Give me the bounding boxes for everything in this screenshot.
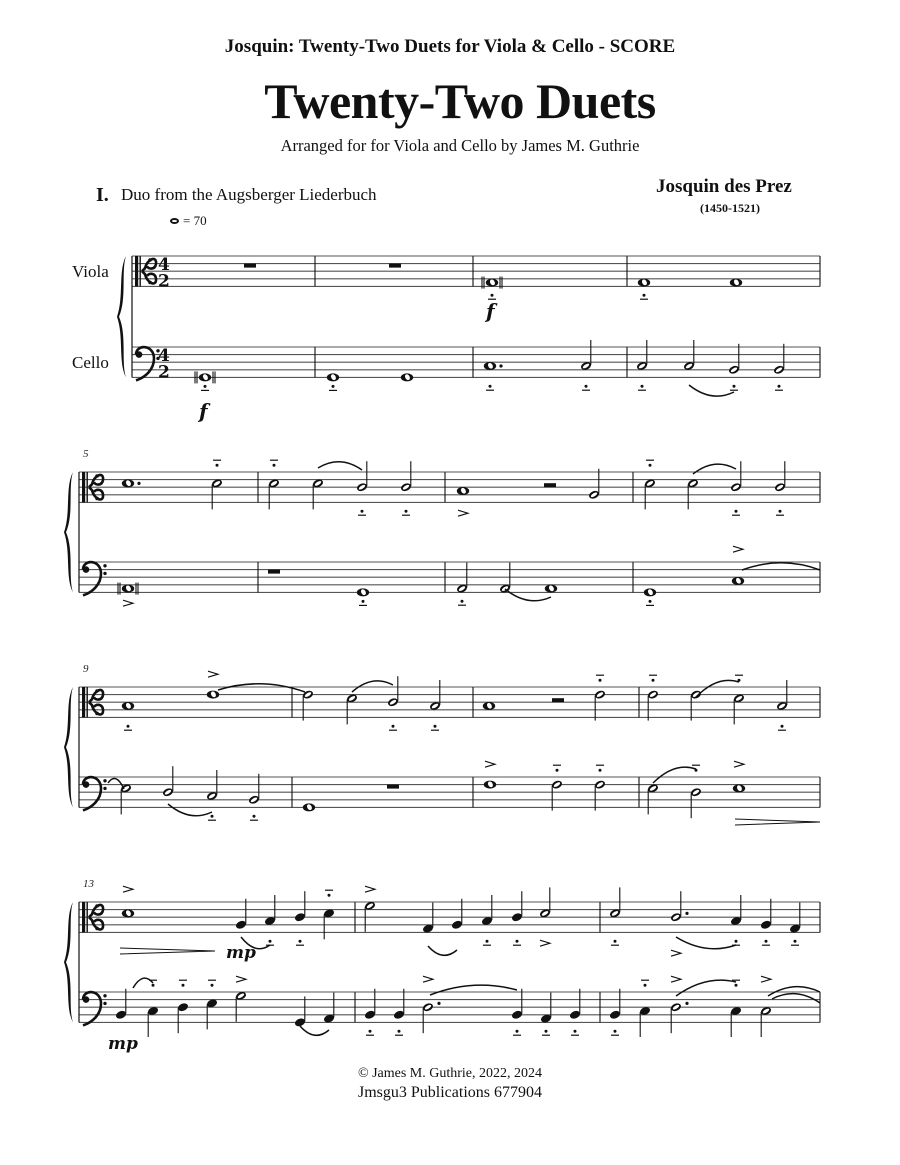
brace-icon — [64, 687, 73, 807]
whole-rest — [244, 264, 256, 268]
staccato-mark — [574, 1030, 577, 1033]
whole-rest — [387, 785, 399, 789]
staccato-mark — [332, 385, 335, 388]
accent-mark — [671, 950, 681, 956]
half-note — [422, 976, 441, 1033]
cello-staff — [79, 976, 820, 1037]
half-note — [690, 689, 702, 720]
dynamic-mezzo-piano: mp — [108, 1034, 138, 1054]
half-note — [773, 344, 785, 390]
quarter-note — [540, 993, 552, 1036]
accent-mark — [458, 510, 468, 516]
half-note — [683, 340, 695, 371]
slur — [689, 385, 734, 396]
bass-clef-icon — [83, 562, 107, 595]
quarter-note — [147, 980, 159, 1037]
staccato-mark — [211, 815, 214, 818]
staccato-mark — [614, 940, 617, 943]
slur — [108, 778, 124, 789]
viola-staff — [132, 255, 820, 323]
half-note — [728, 344, 740, 390]
staccato-mark — [779, 510, 782, 513]
whole-rest — [268, 570, 280, 574]
half-rest — [552, 698, 564, 702]
footer-copyright: © James M. Guthrie, 2022, 2024 — [357, 1066, 543, 1081]
brace-icon — [64, 902, 73, 1022]
slur — [300, 1026, 329, 1035]
slur — [768, 987, 820, 996]
time-signature — [158, 346, 170, 382]
accent-mark — [485, 761, 495, 767]
svg-text:4: 4 — [158, 346, 170, 367]
cello-staff — [79, 546, 820, 606]
quarter-note — [235, 899, 247, 930]
staccato-mark — [253, 815, 256, 818]
whole-note — [545, 585, 557, 593]
viola-staff — [79, 460, 820, 516]
accent-mark — [423, 976, 433, 982]
slur — [676, 980, 736, 996]
staccato-mark — [765, 940, 768, 943]
whole-note — [732, 546, 744, 585]
staccato-mark — [735, 940, 738, 943]
half-note — [760, 976, 772, 1037]
quarter-note — [760, 899, 772, 945]
staccato-mark — [461, 600, 464, 603]
staccato-mark — [273, 464, 276, 467]
quarter-note — [294, 891, 306, 945]
composer-dates: (1450-1521) — [700, 201, 760, 215]
cello-staff — [132, 340, 820, 423]
quarter-note — [511, 989, 523, 1035]
slur — [318, 462, 362, 470]
staccato-mark — [585, 385, 588, 388]
whole-rest — [389, 264, 401, 268]
staccato-mark — [182, 984, 185, 987]
staccato-mark — [643, 294, 646, 297]
system-4 — [64, 878, 820, 1054]
half-note — [647, 783, 659, 814]
staccato-mark — [491, 294, 494, 297]
half-note — [312, 478, 324, 509]
brace-icon — [64, 472, 73, 592]
half-note — [248, 774, 260, 820]
staccato-mark — [778, 385, 781, 388]
whole-note — [327, 373, 339, 390]
whole-note — [638, 279, 650, 300]
whole-note — [207, 671, 219, 698]
quarter-note — [569, 989, 581, 1035]
staccato-mark — [781, 725, 784, 728]
movement-number: I. — [96, 184, 109, 206]
quarter-note — [422, 903, 434, 934]
system-2 — [64, 448, 820, 606]
staccato-mark — [216, 464, 219, 467]
breve-note — [482, 277, 502, 323]
staccato-mark — [211, 984, 214, 987]
measure-number: 9 — [83, 663, 89, 675]
staccato-mark — [545, 1030, 548, 1033]
staccato-mark — [644, 984, 647, 987]
quarter-note — [511, 891, 523, 945]
accent-mark — [671, 976, 681, 982]
staccato-mark — [649, 600, 652, 603]
half-rest — [544, 483, 556, 487]
footer-publisher: Jmsgu3 Publications 677904 — [357, 1084, 542, 1101]
accent-mark — [733, 546, 743, 552]
running-header: Josquin: Twenty-Two Duets for Viola & Cello - SCORE — [224, 36, 676, 57]
whole-note — [483, 702, 495, 710]
staccato-mark — [127, 725, 130, 728]
tempo-value: = 70 — [183, 213, 207, 228]
accent-mark — [540, 940, 550, 946]
half-note — [687, 478, 699, 509]
half-note — [120, 783, 132, 814]
staccato-mark — [405, 510, 408, 513]
staccato-mark — [328, 894, 331, 897]
staccato-mark — [204, 385, 207, 388]
staccato-mark — [516, 1030, 519, 1033]
slur — [676, 937, 736, 949]
viola-staff — [79, 886, 820, 956]
dynamic-forte: f — [486, 299, 495, 323]
svg-text:2: 2 — [158, 362, 170, 383]
staccato-mark — [369, 1030, 372, 1033]
dynamic-forte: f — [199, 399, 208, 423]
half-note — [302, 689, 314, 720]
whole-note — [303, 803, 315, 811]
half-note — [774, 461, 786, 515]
half-note — [670, 891, 689, 956]
quarter-note — [639, 980, 651, 1037]
page-title: Twenty-Two Duets — [264, 73, 656, 129]
half-note — [162, 766, 174, 797]
staccato-mark — [735, 984, 738, 987]
half-note — [551, 765, 563, 810]
movement-title: Duo from the Augsberger Liederbuch — [121, 185, 377, 204]
staccato-mark — [649, 464, 652, 467]
arranger-credit: Arranged for for Viola and Cello by James M. Guthrie — [280, 136, 640, 155]
quarter-note — [294, 996, 306, 1027]
whole-note — [457, 487, 469, 516]
bass-clef-icon — [136, 347, 160, 380]
dynamic-mezzo-piano: mp — [226, 943, 256, 963]
half-note — [647, 675, 659, 720]
staccato-mark — [733, 385, 736, 388]
half-note — [594, 675, 606, 720]
whole-note — [401, 373, 413, 381]
slur — [352, 681, 393, 692]
slur — [772, 994, 820, 1003]
staccato-mark — [398, 1030, 401, 1033]
staccato-mark — [269, 940, 272, 943]
whole-note — [122, 479, 141, 487]
bass-clef-icon — [83, 777, 107, 810]
half-note — [670, 976, 689, 1033]
time-signature — [158, 255, 170, 291]
quarter-note — [730, 980, 742, 1037]
quarter-note — [323, 993, 335, 1024]
quarter-note — [609, 989, 621, 1035]
staccato-mark — [556, 769, 559, 772]
half-note — [400, 461, 412, 515]
staccato-mark — [641, 385, 644, 388]
svg-text:4: 4 — [158, 255, 170, 276]
slur — [168, 804, 212, 816]
accent-mark — [208, 671, 218, 677]
whole-note — [730, 279, 742, 287]
svg-text:2: 2 — [158, 271, 170, 292]
staccato-mark — [516, 940, 519, 943]
half-note — [594, 765, 606, 810]
staccato-mark — [794, 940, 797, 943]
breve-note — [118, 583, 138, 607]
half-note — [730, 461, 742, 515]
accent-mark — [761, 976, 771, 982]
accent-mark — [365, 886, 375, 892]
half-note — [609, 887, 621, 945]
quarter-note — [177, 980, 189, 1033]
staccato-mark — [362, 600, 365, 603]
accent-mark — [236, 976, 246, 982]
staccato-mark — [652, 679, 655, 682]
staccato-mark — [489, 385, 492, 388]
accent-mark — [734, 761, 744, 767]
slur — [653, 767, 696, 783]
instrument-label-cello: Cello — [72, 353, 109, 372]
bass-clef-icon — [83, 992, 107, 1025]
slur — [742, 563, 820, 570]
quarter-note — [451, 899, 463, 930]
staccato-mark — [486, 940, 489, 943]
staccato-mark — [599, 769, 602, 772]
viola-staff — [79, 671, 820, 730]
quarter-note — [364, 989, 376, 1035]
staccato-mark — [434, 725, 437, 728]
measure-number: 13 — [83, 878, 94, 890]
instrument-label-viola: Viola — [72, 262, 109, 281]
cello-staff — [79, 761, 820, 820]
staccato-mark — [735, 510, 738, 513]
accent-mark — [123, 886, 133, 892]
slur — [430, 985, 517, 995]
diminuendo-hairpin — [120, 948, 215, 954]
half-note — [456, 563, 468, 606]
half-note — [346, 693, 358, 724]
whole-note — [484, 761, 496, 788]
quarter-note — [393, 989, 405, 1035]
diminuendo-hairpin — [735, 819, 820, 825]
system-3 — [64, 663, 820, 825]
quarter-note — [789, 903, 801, 946]
half-note — [690, 765, 702, 818]
whole-note — [484, 362, 503, 390]
whole-note — [122, 702, 134, 730]
half-note — [588, 469, 600, 500]
accent-mark — [123, 600, 133, 606]
brace-icon — [117, 256, 126, 377]
slur — [428, 946, 457, 955]
composer-name: Josquin des Prez — [656, 176, 792, 197]
staccato-mark — [599, 679, 602, 682]
staccato-mark — [614, 1030, 617, 1033]
staccato-mark — [299, 940, 302, 943]
measure-number: 5 — [83, 448, 89, 460]
slur — [505, 589, 551, 601]
slur — [133, 978, 153, 988]
whole-note — [357, 588, 369, 605]
staccato-mark — [361, 510, 364, 513]
system-1 — [117, 255, 820, 423]
whole-note — [644, 588, 656, 605]
staccato-mark — [392, 725, 395, 728]
staccato-mark — [152, 984, 155, 987]
quarter-note — [115, 989, 127, 1020]
breve-note — [195, 371, 215, 423]
